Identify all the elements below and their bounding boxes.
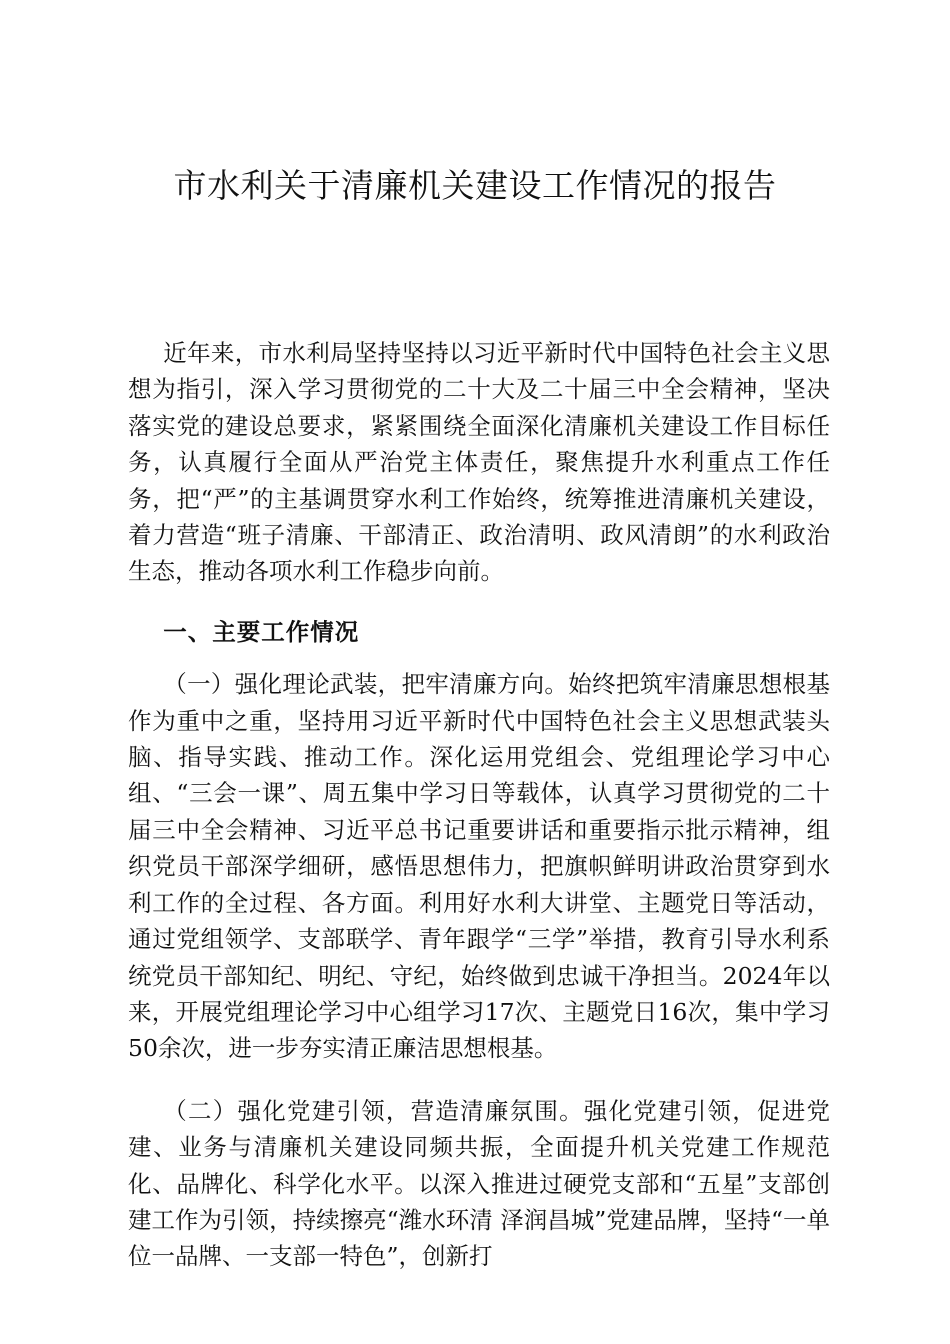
paragraph-theory-study: （一）强化理论武装，把牢清廉方向。始终把筑牢清廉思想根基作为重中之重，坚持用习近平新时代中国特色社会主义思想武装头脑、指导实践、推动工作。深化运用党组会、党组理论学习中心组、“三会一课”、周五集中学习日等载体，认真学习贯彻党的二十届三中全会精神、习近平总书记重要讲话和重要指示批示精神，组织党员干部深学细研，感悟思想伟力，把旗帜鲜明讲政治贯穿到水利工作的全过程、各方面。利用好水利大讲堂、主题党日等活动，通过党组领学、支部联学、青年跟学“三学”举措，教育引导水利系统党员干部知纪、明纪、守纪，始终做到忠诚干净担当。2024年以来，开展党组理论学习中心组学习17次、主题党日16次，集中学习50余次，进一步夯实清正廉洁思想根基。 <box>128 670 830 1063</box>
document-title: 市水利关于清廉机关建设工作情况的报告 <box>173 166 777 205</box>
document-body <box>128 335 830 1275</box>
section-heading-main-work: 一、主要工作情况 <box>163 617 360 646</box>
intro-paragraph: 近年来，市水利局坚持坚持以习近平新时代中国特色社会主义思想为指引，深入学习贯彻党的二十大及二十届三中全会精神，坚决落实党的建设总要求，紧紧围绕全面深化清廉机关建设工作目标任务，认真履行全面从严治党主体责任，聚焦提升水利重点工作任务，把“严”的主基调贯穿水利工作始终，统筹推进清廉机关建设，着力营造“班子清廉、干部清正、政治清明、政风清朗”的水利政治生态，推动各项水利工作稳步向前。 <box>128 339 830 586</box>
paragraph-party-building: （二）强化党建引领，营造清廉氛围。强化党建引领，促进党建、业务与清廉机关建设同频共振，全面提升机关党建工作规范化、品牌化、科学化水平。以深入推进过硬党支部和“五星”支部创建工作为引领，持续擦亮“潍水环清 泽润昌城”党建品牌，坚持“一单位一品牌、一支部一特色”，创新打 <box>128 1096 830 1271</box>
